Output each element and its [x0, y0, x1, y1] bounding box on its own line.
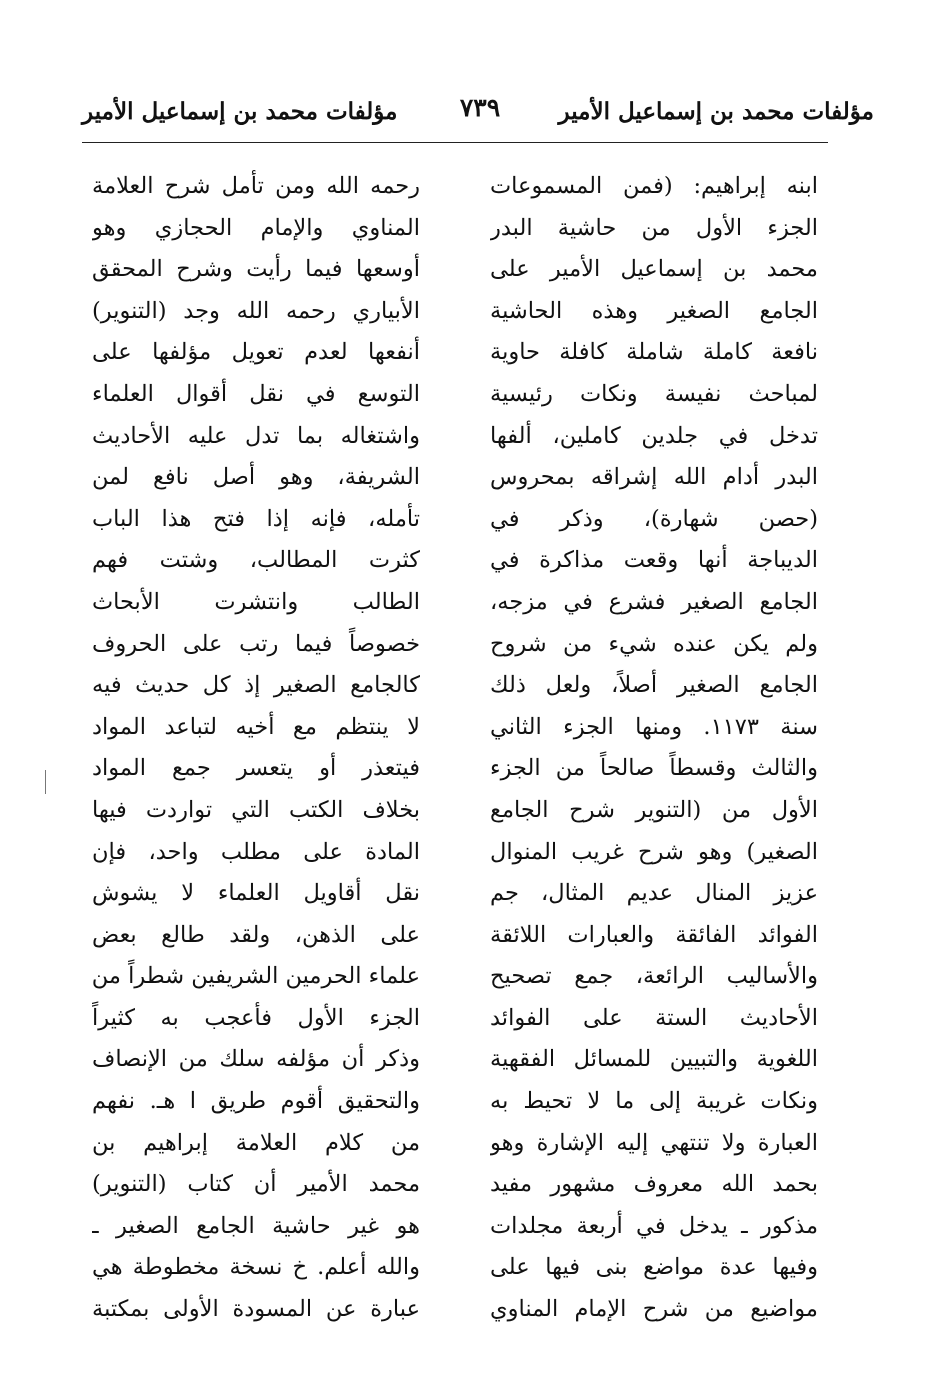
margin-mark — [45, 770, 46, 794]
running-title-left: مؤلفات محمد بن إسماعيل الأمير — [82, 98, 398, 125]
text-line: والأساليب الرائعة، جمع تصحيح — [490, 963, 818, 990]
header-rule — [82, 142, 828, 143]
text-line: بخلاف الكتب التي تواردت فيها — [92, 796, 420, 823]
text-line: محمد الأمير أن كتاب (التنوير) — [92, 1171, 420, 1198]
text-line: ولم يكن عنده شيء من شروح — [490, 630, 818, 657]
text-line: تدخل في جلدين كاملين، ألفها — [490, 422, 818, 449]
text-line: الديباجة أنها وقعت مذاكرة في — [490, 547, 818, 574]
text-line: التوسع في نقل أقوال العلماء — [92, 380, 420, 407]
page-number: ٧٣٩ — [459, 93, 501, 122]
text-line: الأول من (التنوير شرح الجامع — [490, 796, 818, 823]
text-line: والثالث وقسطاً صالحاً من الجزء — [490, 755, 818, 782]
text-line: نقل أقاويل العلماء لا يشوش — [92, 880, 420, 907]
text-line: الصغير) وهو شرح غريب المنوال — [490, 838, 818, 865]
text-line: والتحقيق أقوم طريق ا هـ. نفهم — [92, 1088, 420, 1115]
text-column-right — [490, 166, 818, 1323]
text-line: (حصن شهارة)، وذكر في — [490, 505, 818, 532]
running-header — [0, 0, 950, 150]
text-line: الجزء الأول من حاشية البدر — [490, 214, 818, 241]
text-line: وذكر أن مؤلفه سلك من الإنصاف — [92, 1046, 420, 1073]
text-line: مذكور ـ يدخل في أربعة مجلدات — [490, 1212, 818, 1239]
text-line: واشتغاله بما تدل عليه الأحاديث — [92, 422, 420, 449]
text-line: وفيها عدة مواضع بنى فيها على — [490, 1254, 818, 1281]
text-line: الطالب وانتشرت الأبحاث — [92, 588, 420, 615]
text-line: الجامع الصغير فشرع في مزجه، — [490, 588, 818, 615]
text-line: نافعة كاملة شاملة كافلة حاوية — [490, 339, 818, 366]
text-line: العبارة ولا تنتهي إليه الإشارة وهو — [490, 1129, 818, 1156]
text-column-left — [92, 166, 420, 1323]
text-line: مواضيع من شرح الإمام المناوي — [490, 1296, 818, 1323]
text-line: ابنه إبراهيم: (فمن المسموعات — [490, 173, 818, 199]
text-line: تأمله، فإنه إذا فتح هذا الباب — [92, 505, 420, 532]
text-line: لا ينتظم مع أخيه لتباعد المواد — [92, 713, 420, 740]
text-line: محمد بن إسماعيل الأمير على — [490, 256, 818, 283]
text-line: الأبياري رحمه الله وجد (التنوير) — [92, 297, 420, 324]
text-line: بحمد الله معروف مشهور مفيد — [490, 1171, 818, 1198]
text-line: الشريفة، وهو أصل نافع لمن — [92, 464, 420, 491]
running-title-right: مؤلفات محمد بن إسماعيل الأمير — [558, 98, 874, 125]
text-line: كثرت المطالب، وشتت فهم — [92, 547, 420, 574]
text-line: كالجامع الصغير إذ كل حديث فيه — [92, 672, 420, 699]
text-line: لمباحث نفيسة ونكات رئيسية — [490, 380, 818, 407]
text-line: أنفعها لعدم تعويل مؤلفها على — [92, 339, 420, 366]
text-line: خصوصاً فيما رتب على الحروف — [92, 630, 420, 657]
text-line: عبارة عن المسودة الأولى بمكتبة — [92, 1296, 420, 1323]
text-line: علماء الحرمين الشريفين شطراً من — [92, 963, 420, 990]
text-line: سنة ١١٧٣. ومنها الجزء الثاني — [490, 713, 818, 740]
text-line: عزيز المنال عديم المثال، جم — [490, 880, 818, 907]
text-line: الجامع الصغير وهذه الحاشية — [490, 297, 818, 324]
text-line: على الذهن، ولقد طالع بعض — [92, 921, 420, 948]
text-line: أوسعها فيما رأيت وشرح المحقق — [92, 256, 420, 283]
text-line: الفوائد الفائقة والعبارات اللائقة — [490, 921, 818, 948]
text-line: فيتعذر أو يتعسر جمع المواد — [92, 755, 420, 782]
text-line: البدر أدام الله إشراقه بمحروس — [490, 464, 818, 491]
text-line: الأحاديث الستة على الفوائد — [490, 1004, 818, 1031]
text-line: اللغوية والتبيين للمسائل الفقهية — [490, 1046, 818, 1073]
text-line: الجامع الصغير أصلاً، ولعل ذلك — [490, 672, 818, 699]
text-line: المادة على مطلب واحد، فإن — [92, 838, 420, 865]
text-line: المناوي والإمام الحجازي وهو — [92, 214, 420, 241]
text-line: رحمه الله ومن تأمل شرح العلامة — [92, 173, 420, 199]
text-line: هو غير حاشية الجامع الصغير ـ — [92, 1212, 420, 1239]
text-line: والله أعلم. خ نسخة مخطوطة هي — [92, 1254, 420, 1281]
text-line: الجزء الأول فأعجب به كثيراً — [92, 1004, 420, 1031]
text-line: من كلام العلامة إبراهيم بن — [92, 1129, 420, 1156]
text-line: ونكات غريبة إلى ما لا تحيط به — [490, 1088, 818, 1115]
